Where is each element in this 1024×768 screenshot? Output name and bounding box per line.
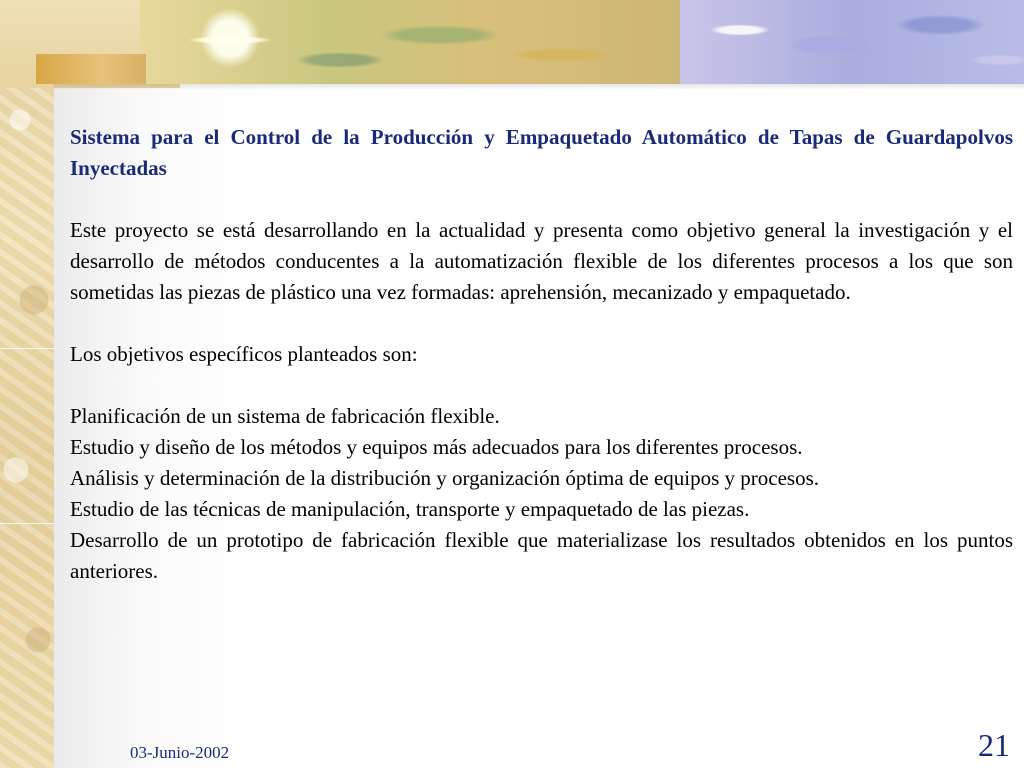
parchment-side-strip — [0, 0, 54, 768]
objective-item: Estudio y diseño de los métodos y equipos más adecuados para los diferentes procesos. — [70, 435, 803, 459]
strip-divider — [0, 348, 54, 349]
slide-title: Sistema para el Control de la Producción y Empaquetado Automático de Tapas de Guardapolvos Inyectadas — [70, 125, 1013, 180]
intro-paragraph: Este proyecto se está desarrollando en la actualidad y presenta como objetivo general la investigación y el desarrollo de métodos conducentes a la automatización flexible de los diferentes procesos a los que son sometidas las piezas de plástico una vez formadas: aprehensión, mecanizado y empaquetado. — [70, 218, 1013, 304]
objective-item: Estudio de las técnicas de manipulación, transporte y empaquetado de las piezas. — [70, 497, 750, 521]
strip-divider — [0, 523, 54, 524]
slide-content — [70, 122, 1013, 587]
spacer — [70, 370, 1013, 401]
spacer — [70, 184, 1013, 215]
objective-item: Desarrollo de un prototipo de fabricación flexible que materializase los resultados obtenidos en los puntos anteriores. — [70, 528, 1013, 583]
objectives-heading: Los objetivos específicos planteados son: — [70, 342, 418, 366]
banner-leaf-highlight — [200, 8, 260, 68]
banner-blue-floral-image — [680, 0, 1024, 84]
footer-date: 03-Junio-2002 — [130, 743, 230, 762]
objective-item: Análisis y determinación de la distribución y organización óptima de equipos y procesos. — [70, 466, 820, 490]
slide-number: 21 — [978, 727, 1010, 763]
objective-item: Planificación de un sistema de fabricación flexible. — [70, 404, 500, 428]
banner-gold-tile — [36, 54, 146, 84]
banner-shadow — [54, 84, 1024, 90]
decorative-banner — [0, 0, 1024, 88]
spacer — [70, 308, 1013, 339]
objectives-list — [70, 401, 1013, 587]
